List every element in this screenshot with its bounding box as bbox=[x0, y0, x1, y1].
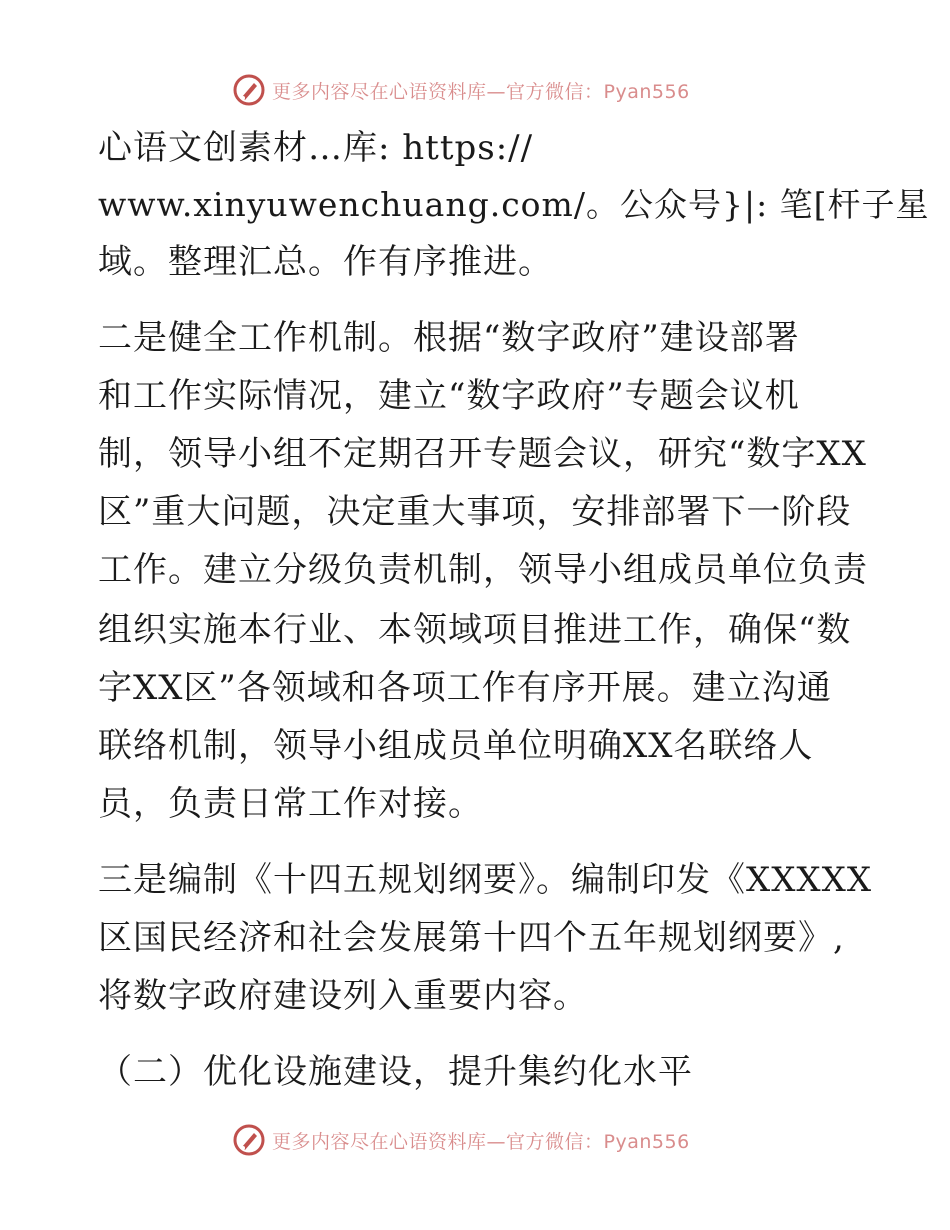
body-line-13: 三是编制《十四五规划纲要》。编制印发《XXXXX bbox=[98, 860, 873, 900]
body-line-1: 心语文创素材…库: https:// bbox=[98, 128, 534, 168]
body-line-9: 组织实施本行业、本领域项目推进工作，确保“数 bbox=[98, 610, 852, 650]
pen-logo-icon bbox=[232, 73, 266, 107]
body-line-5: 和工作实际情况，建立“数字政府”专题会议机 bbox=[98, 376, 800, 416]
header-watermark-text: 更多内容尽在心语资料库—官方微信：Pyan556 bbox=[272, 80, 690, 103]
body-line-7: 区”重大问题，决定重大事项，安排部署下一阶段 bbox=[98, 492, 852, 532]
body-line-12: 员，负责日常工作对接。 bbox=[98, 784, 483, 824]
body-line-6: 制，领导小组不定期召开专题会议，研究“数字XX bbox=[98, 434, 867, 474]
body-line-4: 二是健全工作机制。根据“数字政府”建设部署 bbox=[98, 318, 800, 358]
body-line-14: 区国民经济和社会发展第十四个五年规划纲要》, bbox=[98, 918, 845, 958]
body-line-11: 联络机制，领导小组成员单位明确XX名联络人 bbox=[98, 726, 814, 766]
pen-logo-icon bbox=[232, 1123, 266, 1157]
body-line-3: 域。整理汇总。作有序推进。 bbox=[98, 242, 553, 282]
body-line-15: 将数字政府建设列入重要内容。 bbox=[98, 976, 588, 1016]
body-line-10: 字XX区”各领域和各项工作有序开展。建立沟通 bbox=[98, 668, 832, 708]
body-line-8: 工作。建立分级负责机制，领导小组成员单位负责 bbox=[98, 550, 868, 590]
footer-watermark-text: 更多内容尽在心语资料库—官方微信：Pyan556 bbox=[272, 1130, 690, 1153]
footer-watermark-banner bbox=[232, 1120, 690, 1160]
header-watermark-banner bbox=[232, 70, 690, 110]
section-heading: （二）优化设施建设，提升集约化水平 bbox=[98, 1052, 693, 1092]
body-line-2: www.xinyuwenchuang.com/。公众号}|: 笔[杆子星 bbox=[98, 185, 930, 224]
